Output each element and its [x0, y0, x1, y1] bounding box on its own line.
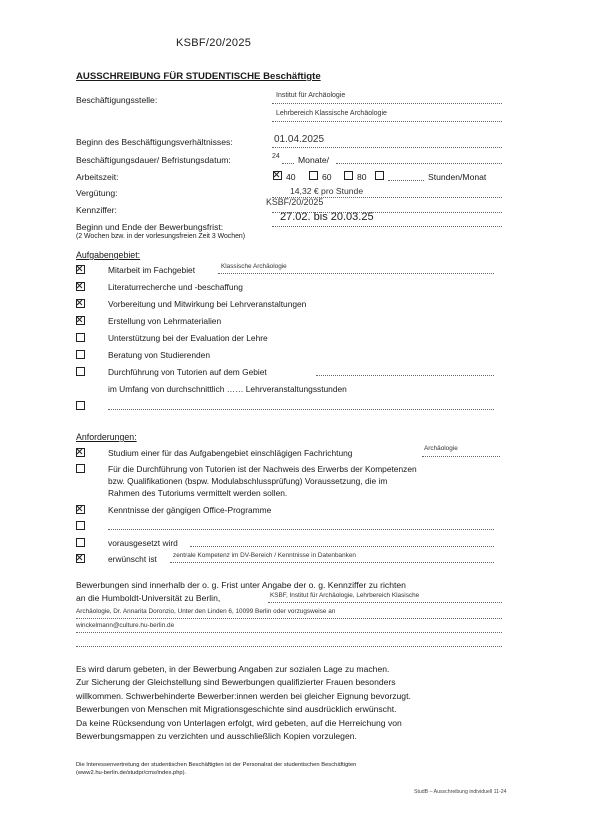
req-2-checkbox[interactable]: [76, 464, 85, 473]
task-4-checkbox[interactable]: [76, 316, 85, 325]
hours-label: Arbeitszeit:: [76, 172, 119, 182]
notice-line-3: willkommen. Schwerbehinderte Bewerber:innen werden bei gleicher Eignung bevorzugt.: [76, 690, 411, 701]
application-dotline-3: [76, 618, 502, 619]
task-7-dotline: [316, 375, 494, 376]
task-7-checkbox[interactable]: [76, 367, 85, 376]
page-title: AUSSCHREIBUNG FÜR STUDENTISCHE Beschäftigte: [76, 71, 321, 82]
hours-other-checkbox[interactable]: [375, 171, 384, 180]
task-1-dotline: [218, 273, 494, 274]
task-3-checkbox[interactable]: [76, 299, 85, 308]
hours-60-label: 60: [322, 172, 332, 182]
task-7-label: Durchführung von Tutorien auf dem Gebiet: [108, 367, 267, 377]
req-2-line1: Für die Durchführung von Tutorien ist der Nachweis des Erwerbs der Kompetenzen: [108, 464, 417, 474]
notice-line-4: Bewerbungen von Menschen mit Migrationsgeschichte sind ausdrücklich erwünscht.: [76, 704, 397, 715]
duration-dotline: [282, 163, 294, 164]
hours-60-checkbox[interactable]: [309, 171, 318, 180]
req-1-checkbox[interactable]: [76, 448, 85, 457]
application-dotline-2: [268, 602, 502, 603]
deadline-dotline: [272, 226, 502, 227]
task-other-checkbox[interactable]: [76, 401, 85, 410]
application-line2-fill: KSBF, Institut für Archäologie, Lehrbereich Klasische: [270, 592, 420, 599]
req-3-label: Kenntnisse der gängigen Office-Programme: [108, 505, 272, 515]
code-value: KSBF/20/2025: [266, 197, 324, 207]
duration-unit: Monate/: [298, 155, 330, 165]
application-line1: Bewerbungen sind innerhalb der o. g. Frist unter Angabe der o. g. Kennziffer zu richten: [76, 580, 406, 590]
hours-40-checkbox[interactable]: [273, 171, 282, 180]
req-3-checkbox[interactable]: [76, 505, 85, 514]
pay-label: Vergütung:: [76, 188, 118, 198]
notice-line-2: Zur Sicherung der Gleichstellung sind Bewerbungen qualifizierter Frauen besonders: [76, 677, 396, 688]
notice-line-5: Da keine Rücksendung von Unterlagen erfolgt, wird gebeten, auf die Herreichung von: [76, 717, 402, 728]
task-6-checkbox[interactable]: [76, 350, 85, 359]
task-5-checkbox[interactable]: [76, 333, 85, 342]
task-2-checkbox[interactable]: [76, 282, 85, 291]
employer-dotline-2: [272, 121, 502, 122]
tasks-heading: Aufgabengebiet:: [76, 250, 141, 260]
hours-40-label: 40: [286, 172, 296, 182]
employer-value-line1: Institut für Archäologie: [276, 92, 346, 99]
req-4-label: vorausgesetzt wird: [108, 538, 178, 548]
application-line3-fill: Archäologie, Dr. Annarita Doronzio, Unter den Linden 6, 10099 Berlin oder vorzugsweise an: [76, 608, 336, 615]
application-dotline-5: [76, 646, 502, 647]
req-2-line2: bzw. Qualifikationen (bspw. Modulabschlussprüfung) Voraussetzung, die im: [108, 476, 388, 486]
task-3-label: Vorbereitung und Mitwirkung bei Lehrveranstaltungen: [108, 299, 307, 309]
hours-unit: Stunden/Monat: [428, 172, 487, 182]
notice-line-6: Bewerbungsmappen zu verzichten und ausschließlich Kopien vorzulegen.: [76, 731, 357, 742]
employer-value-line2: Lehrbereich Klassische Archäologie: [276, 110, 387, 117]
task-1-checkbox[interactable]: [76, 265, 85, 274]
application-dotline-4: [76, 632, 502, 633]
notice-block: [76, 663, 536, 743]
employer-label: Beschäftigungsstelle:: [76, 95, 158, 105]
req-1-fill: Archäologie: [424, 445, 458, 452]
start-value: 01.04.2025: [274, 134, 325, 145]
task-other-dotline: [108, 409, 494, 410]
req-other-checkbox[interactable]: [76, 521, 85, 530]
task-6-label: Beratung von Studierenden: [108, 350, 210, 360]
notice-line-1: Es wird darum gebeten, in der Bewerbung Angaben zur sozialen Lage zu machen.: [76, 664, 390, 674]
task-5-label: Unterstützung bei der Evaluation der Lehre: [108, 333, 268, 343]
req-5-checkbox[interactable]: [76, 554, 85, 563]
duration-value: 24: [272, 153, 280, 160]
req-4-dotline: [190, 546, 494, 547]
requirements-heading: Anforderungen:: [76, 432, 137, 442]
deadline-label: Beginn und Ende der Bewerbungsfrist:: [76, 222, 224, 232]
task-1-label: Mitarbeit im Fachgebiet: [108, 265, 196, 275]
req-1-dotline: [422, 456, 500, 457]
form-id: StudB – Ausschreibung individuell 11-24: [414, 789, 507, 795]
deadline-note: (2 Wochen bzw. in der vorlesungsfreien Zeit 3 Wochen): [76, 233, 246, 240]
req-1-label: Studium einer für das Aufgabengebiet einschlägigen Fachrichtung: [108, 448, 353, 458]
req-5-fill: zentrale Kompetenz im DV-Bereich / Kenntnisse in Datenbanken: [173, 552, 356, 559]
req-5-dotline: [170, 562, 494, 563]
start-label: Beginn des Beschäftigungsverhältnisses:: [76, 137, 233, 147]
hours-other-dotline: [388, 180, 424, 181]
hours-80-label: 80: [357, 172, 367, 182]
task-1-fill: Klassische Archäologie: [221, 263, 287, 270]
hours-80-checkbox[interactable]: [344, 171, 353, 180]
req-2-line3: Rahmen des Tutoriums vermittelt werden sollen.: [108, 488, 288, 498]
tutorial-scope: im Umfang von durchschnittlich …… Lehrveranstaltungsstunden: [108, 384, 347, 394]
req-other-dotline: [108, 529, 494, 530]
req-4-checkbox[interactable]: [76, 538, 85, 547]
application-line4-fill: winckelmann@culture.hu-berlin.de: [76, 622, 175, 629]
employer-dotline-1: [272, 103, 502, 104]
deadline-value: 27.02. bis 20.03.25: [280, 211, 374, 223]
duration-label: Beschäftigungsdauer/ Befristungsdatum:: [76, 155, 231, 165]
application-line2-lead: an die Humboldt-Universität zu Berlin,: [76, 593, 221, 603]
duration-date-dotline: [336, 163, 502, 164]
code-label: Kennziffer:: [76, 205, 117, 215]
footer-line-1: Die Interessenvertretung der studentischen Beschäftigten ist der Personalrat der studentischen Beschäftigten: [76, 762, 357, 768]
req-5-label: erwünscht ist: [108, 554, 157, 564]
document-id: KSBF/20/2025: [176, 37, 252, 49]
start-dotline: [272, 147, 502, 148]
task-4-label: Erstellung von Lehrmaterialien: [108, 316, 222, 326]
pay-value: 14,32 € pro Stunde: [290, 186, 364, 196]
task-2-label: Literaturrecherche und -beschaffung: [108, 282, 243, 292]
footer-line-2: (www2.hu-berlin.de/studpr/cms/index.php).: [76, 770, 187, 776]
